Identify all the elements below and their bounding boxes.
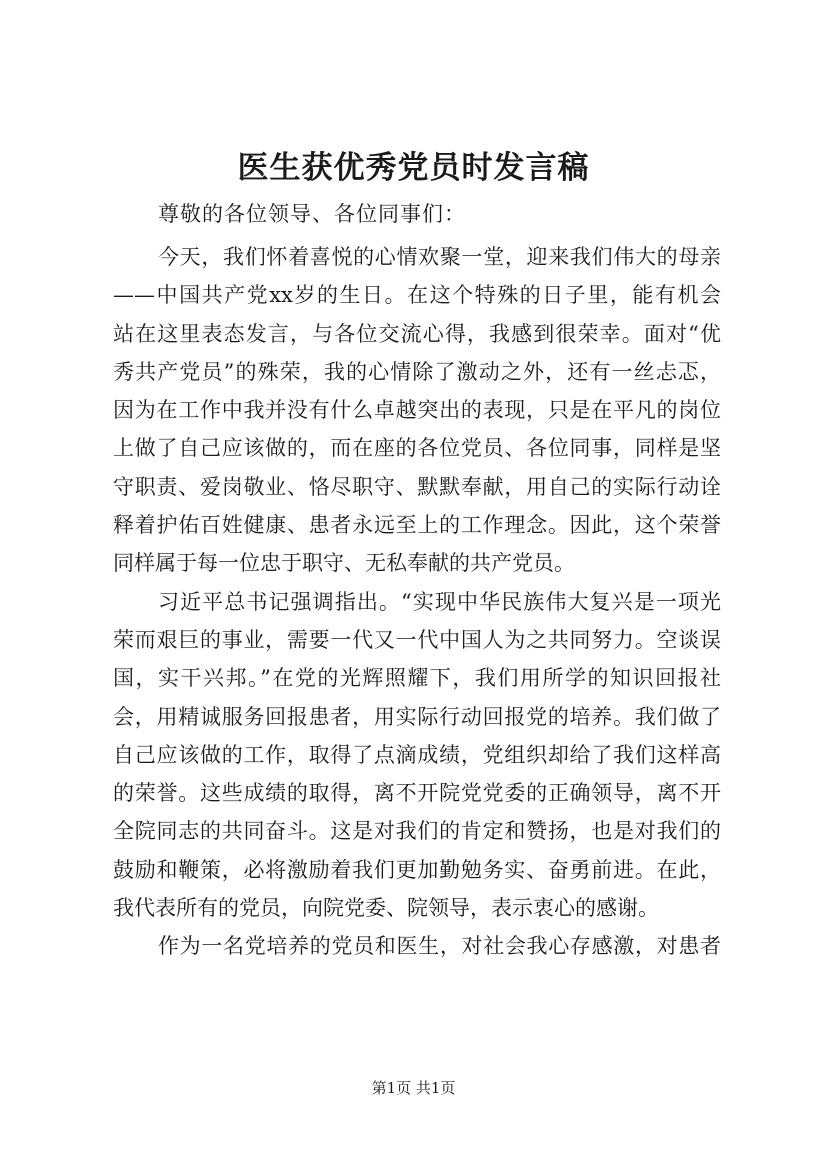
text-line: 鼓励和鞭策，必将激励着我们更加勤勉务实、奋勇前进。在此， (113, 857, 721, 882)
text-line: 我代表所有的党员，向院党委、院领导，表示衷心的感谢。 (113, 896, 659, 921)
document-body (113, 238, 721, 966)
text-line: 同样属于每一位忠于职守、无私奉献的共产党员。 (113, 551, 575, 576)
text-line: 国，实干兴邦。”在党的光辉照耀下，我们用所学的知识回报社 (113, 666, 721, 691)
text-line: 站在这里表态发言，与各位交流心得，我感到很荣幸。面对“优 (113, 321, 721, 346)
text-line: 作为一名党培养的党员和医生，对社会我心存感激，对患者 (158, 934, 721, 959)
paragraph-1 (113, 238, 721, 583)
text-line: 全院同志的共同奋斗。这是对我们的肯定和赞扬，也是对我们的 (113, 819, 721, 844)
text-line: 会，用精诚服务回报患者，用实际行动回报党的培养。我们做了 (113, 704, 721, 729)
text-line: ——中国共产党xx岁的生日。在这个特殊的日子里，能有机会 (113, 283, 721, 308)
text-line: 守职责、爱岗敬业、恪尽职守、默默奉献，用自己的实际行动诠 (113, 474, 721, 499)
text-line: 因为在工作中我并没有什么卓越突出的表现，只是在平凡的岗位 (113, 398, 721, 423)
page-number-footer: 第1页 共1页 (371, 1079, 456, 1097)
salutation: 尊敬的各位领导、各位同事们： (158, 202, 466, 226)
text-line: 习近平总书记强调指出。“实现中华民族伟大复兴是一项光 (158, 589, 721, 614)
document-title: 医生获优秀党员时发言稿 (237, 150, 590, 186)
text-line: 上做了自己应该做的，而在座的各位党员、各位同事，同样是坚 (113, 436, 721, 461)
paragraph-2 (113, 583, 721, 928)
text-line: 自己应该做的工作，取得了点滴成绩，党组织却给了我们这样高 (113, 742, 721, 767)
text-line: 的荣誉。这些成绩的取得，离不开院党党委的正确领导，离不开 (113, 781, 721, 806)
text-line: 秀共产党员”的殊荣，我的心情除了激动之外，还有一丝忐忑， (113, 359, 721, 384)
text-line: 释着护佑百姓健康、患者永远至上的工作理念。因此，这个荣誉 (113, 513, 721, 538)
paragraph-3 (113, 927, 721, 965)
text-line: 荣而艰巨的事业，需要一代又一代中国人为之共同努力。空谈误 (113, 627, 721, 652)
text-line: 今天，我们怀着喜悦的心情欢聚一堂，迎来我们伟大的母亲 (158, 245, 721, 269)
